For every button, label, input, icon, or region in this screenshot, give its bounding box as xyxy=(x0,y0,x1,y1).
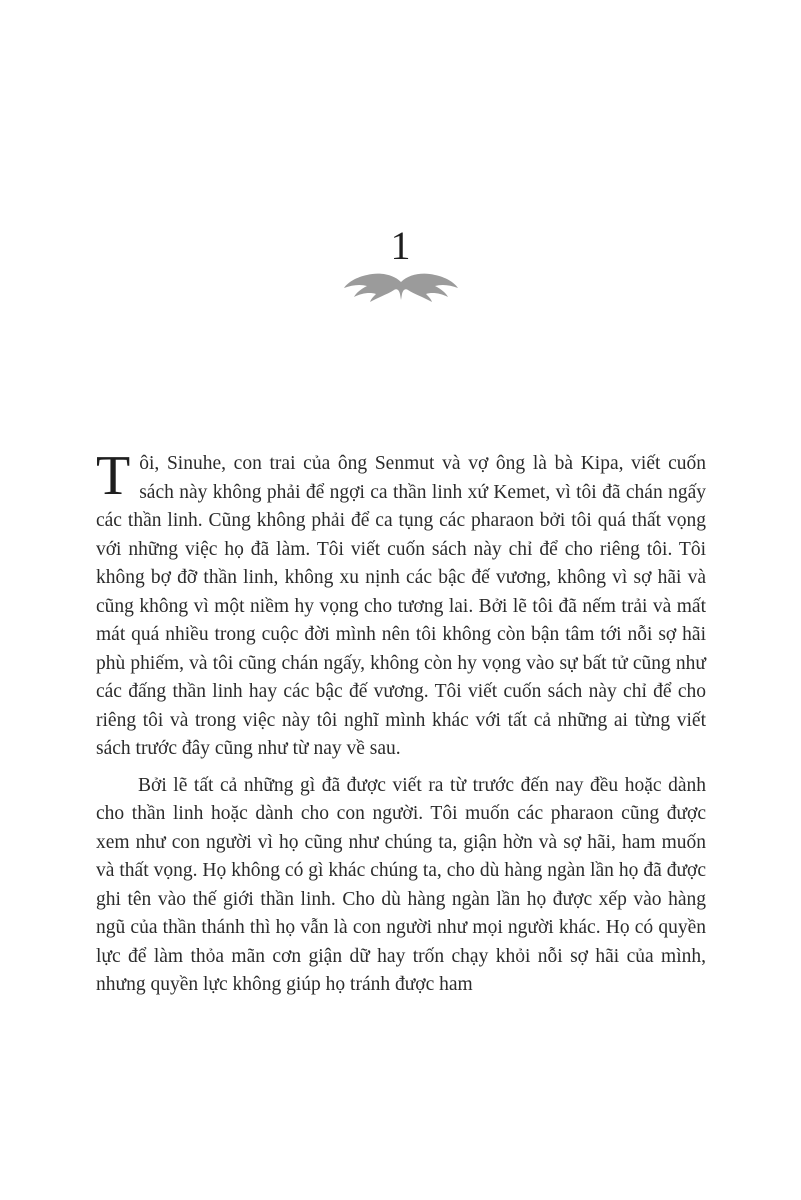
paragraph xyxy=(96,445,706,764)
paragraph-text: ôi, Sinuhe, con trai của ông Senmut và vợ ông là bà Kipa, viết cuốn sách này không phải để ngợi ca thần linh xứ Kemet, vì tôi đã chán ngấy các thần linh. Cũng không phải để ca tụng các pharaon bởi tôi quá thất vọng với những việc họ đã làm. Tôi viết cuốn sách này chỉ để cho riêng tôi. Tôi không bợ đỡ thần linh, không xu nịnh các bậc đế vương, không vì sợ hãi và cũng không vì một niềm hy vọng cho tương lai. Bởi lẽ tôi đã nếm trải và mất mát quá nhiều trong cuộc đời mình nên tôi không còn bận tâm tới nỗi sợ hãi phù phiếm, và tôi cũng chán ngấy, không còn hy vọng vào sự bất tử cũng như các đấng thần linh hay các bậc đế vương. Tôi viết cuốn sách này chỉ để cho riêng tôi và trong việc này tôi nghĩ mình khác với tất cả những ai từng viết sách trước đây cũng như từ nay về sau. xyxy=(96,453,706,759)
paragraph: Bởi lẽ tất cả những gì đã được viết ra từ trước đến nay đều hoặc dành cho thần linh hoặc dành cho con người. Tôi muốn các pharaon cũng được xem như con người vì họ cũng như chúng ta, giận hờn và sợ hãi, ham muốn và thất vọng. Họ không có gì khác chúng ta, cho dù hàng ngàn lần họ đã được ghi tên vào thế giới thần linh. Cho dù hàng ngàn lần họ được xếp vào hàng ngũ của thần thánh thì họ vẫn là con người như mọi người khác. Họ có quyền lực để làm thỏa mãn cơn giận dữ hay trốn chạy khỏi nỗi sợ hãi của mình, nhưng quyền lực không giúp họ tránh được ham xyxy=(96,774,706,995)
page-text xyxy=(96,445,706,1000)
chapter-number: 1 xyxy=(390,223,411,268)
wing-ornament-icon xyxy=(0,272,801,302)
drop-cap: T xyxy=(96,445,131,507)
